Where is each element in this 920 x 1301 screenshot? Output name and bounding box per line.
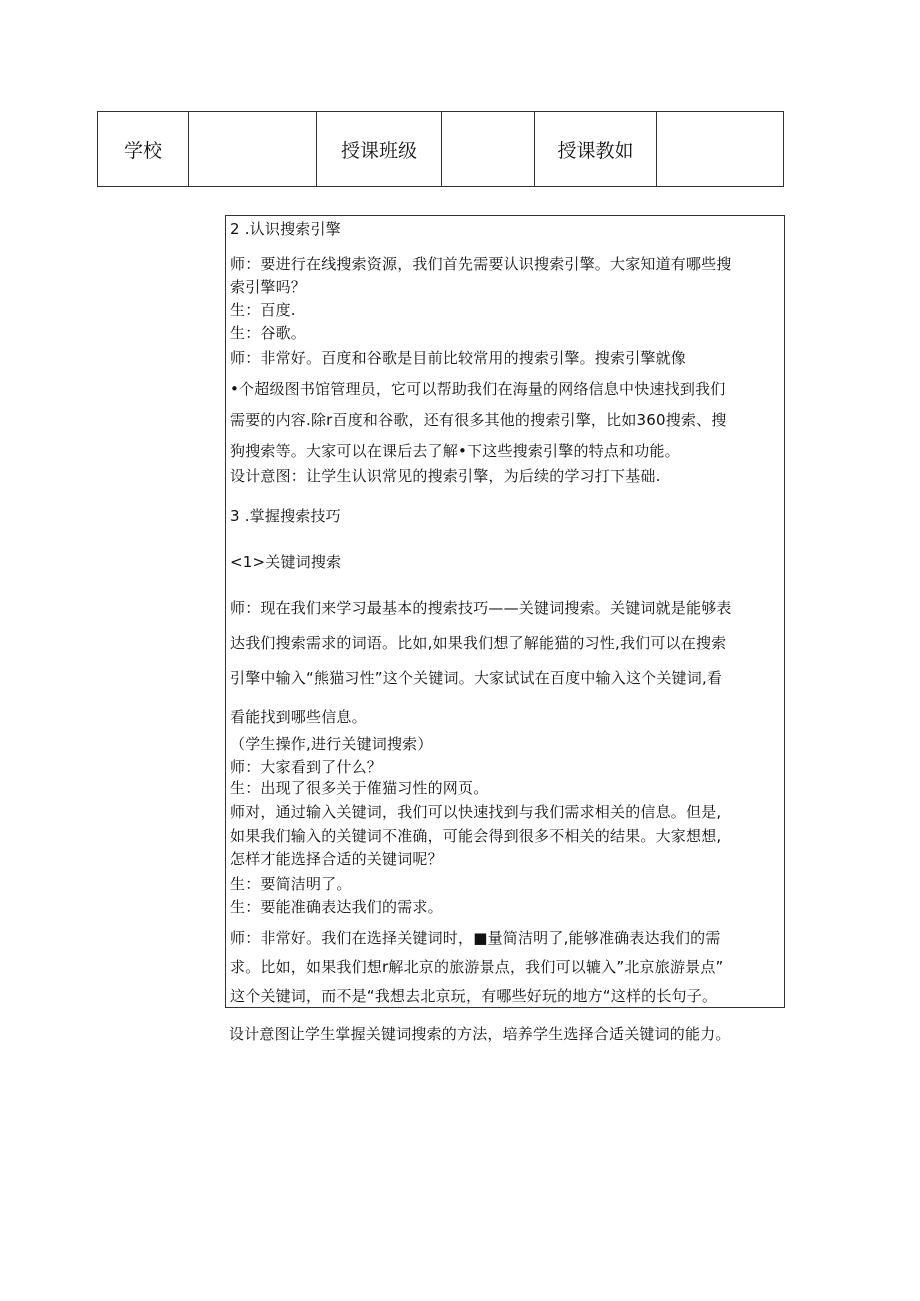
text-line: 师：非常好。我们在选择关键词时，■量简洁明了,能够准确表达我们的需	[230, 929, 721, 947]
text-line: 生：要简洁明了。	[230, 875, 352, 893]
text-line: 师：大家看到了什么？	[230, 758, 383, 776]
text-line: •个超级图书馆管理员，它可以帮助我们在海量的网络信息中快速找到我们	[230, 380, 726, 398]
school-label: 学校	[98, 112, 189, 187]
school-value	[189, 112, 317, 187]
section-heading-2: 2 .认识搜索引擎	[230, 220, 341, 238]
text-line: 生：出现了很多关于傕猫习性的网页。	[230, 779, 489, 797]
subsection-heading: <1>关键词搜索	[230, 553, 342, 571]
design-intent-1: 设计意图：让学生认识常见的搜索引擎，为后续的学习打下基础.	[230, 467, 661, 485]
teacher-label: 授课教如	[535, 112, 657, 187]
section-heading-3: 3 .掌握搜索技巧	[230, 507, 341, 525]
teacher-value	[657, 112, 784, 187]
text-line: 生：要能准确表达我们的需求。	[230, 898, 443, 916]
text-line: 这个关键词，而不是“我想去北京玩，有哪些好玩的地方“这样的长句子。	[230, 987, 718, 1005]
text-line: 师：现在我们来学习最基本的搜索技巧——关键词搜索。关键词就是能够表	[230, 599, 732, 617]
design-intent-2: 设计意图让学生掌握关键词搜索的方法，培养学生选择合适关键词的能力。	[229, 1025, 731, 1043]
text-line: 师对，通过输入关键词，我们可以快速找到与我们需求相关的信息。但是,	[230, 803, 722, 821]
text-line: （学生操作,进行关键词搜索）	[230, 735, 433, 753]
text-line: 师：要进行在线搜索资源，我们首先需要认识搜索引擎。大家知道有哪些搜	[230, 255, 732, 273]
header-info-table	[97, 111, 784, 187]
text-line: 需要的内容.除r百度和谷歌，还有很多其他的搜索引擎，比如360搜索、搜	[230, 411, 727, 429]
text-line: 引擎中输入“熊猫习性”这个关键词。大家试试在百度中输入这个关键词,看	[230, 669, 723, 687]
text-line: 求。比如，如果我们想r解北京的旅游景点，我们可以辘入”北京旅游景点”	[230, 958, 724, 976]
text-line: 生：百度.	[230, 301, 296, 319]
class-label: 授课班级	[317, 112, 442, 187]
text-line: 索引擎吗？	[230, 278, 307, 296]
text-line: 如果我们输入的关键词不准确，可能会得到很多不相关的结果。大家想想,	[230, 827, 722, 845]
text-line: 师：非常好。百度和谷歌是目前比较常用的搜索引擎。搜索引擎就像	[230, 349, 687, 367]
class-value	[442, 112, 535, 187]
text-line: 看能找到哪些信息。	[230, 708, 367, 726]
text-line: 狗搜索等。大家可以在课后去了解•下这些搜索引擎的特点和功能。	[230, 442, 680, 460]
text-line: 怎样才能选择合适的关键词呢？	[230, 850, 443, 868]
text-line: 达我们搜索需求的词语。比如,如果我们想了解能猫的习性,我们可以在搜索	[230, 634, 727, 652]
text-line: 生：谷歌。	[230, 324, 307, 342]
